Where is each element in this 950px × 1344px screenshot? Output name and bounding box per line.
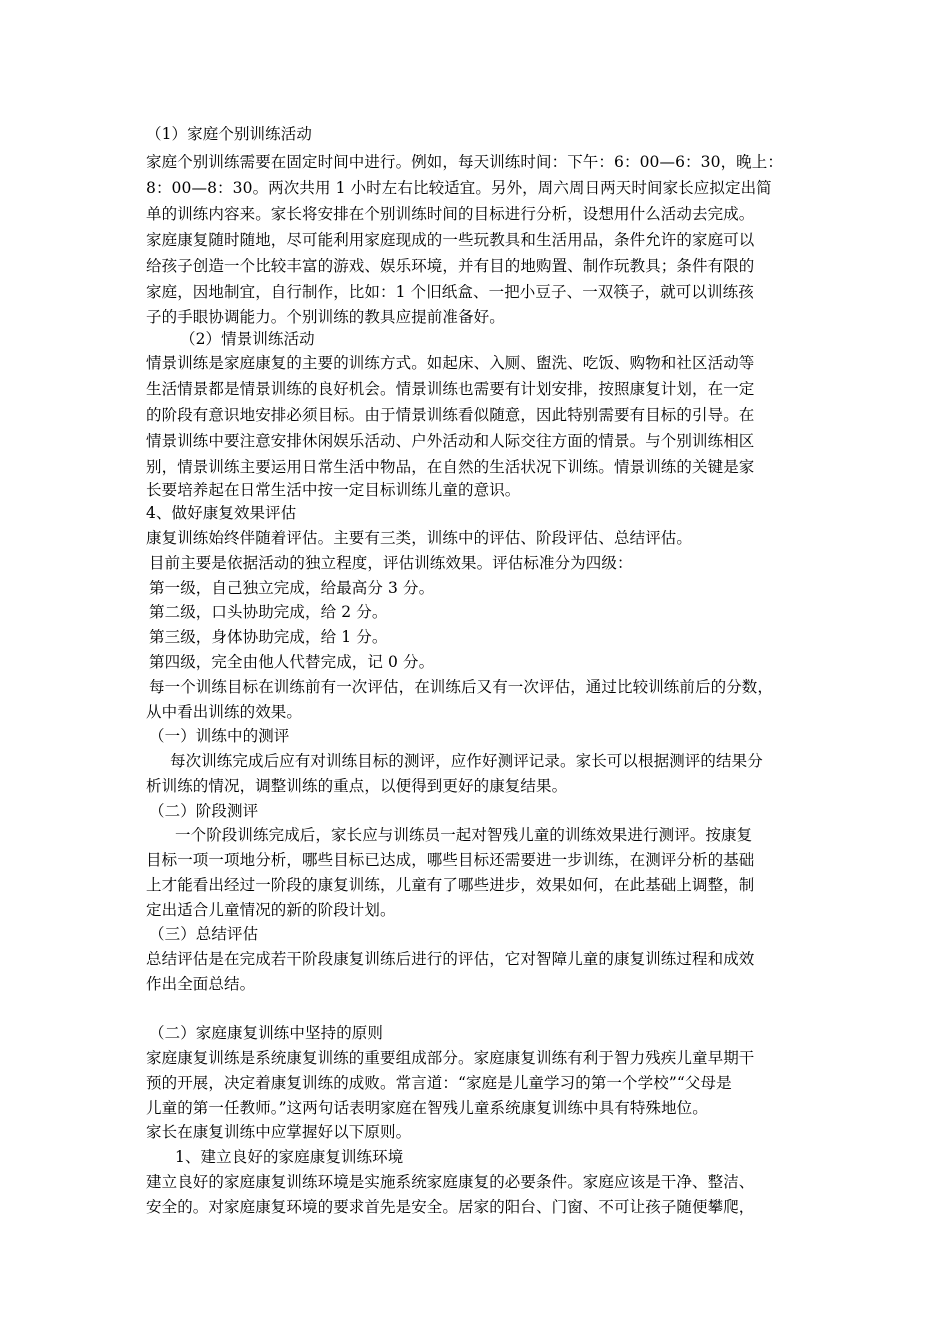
text-line: 目标一项一项地分析，哪些目标已达成，哪些目标还需要进一步训练，在测评分析的基础 — [146, 851, 755, 869]
text-line: 家长在康复训练中应掌握好以下原则。 — [146, 1123, 412, 1141]
text-line: 预的开展，决定着康复训练的成败。常言道：“家庭是儿童学习的第一个学校”“父母是 — [146, 1074, 732, 1092]
text-line: 家庭个别训练需要在固定时间中进行。例如，每天训练时间：下午：6：00—6：30，晚上： — [146, 153, 783, 171]
text-line: （一）训练中的测评 — [149, 727, 290, 745]
text-line: 4、做好康复效果评估 — [146, 504, 297, 522]
text-line: 儿童的第一任教师。”这两句话表明家庭在智残儿童系统康复训练中具有特殊地位。 — [146, 1099, 708, 1117]
text-line: 别，情景训练主要运用日常生活中物品，在自然的生活状况下训练。情景训练的关键是家 — [146, 458, 755, 476]
text-line: 家庭，因地制宜，自行制作，比如：1 个旧纸盒、一把小豆子、一双筷子，就可以训练孩 — [146, 283, 754, 301]
text-line: 作出全面总结。 — [146, 975, 256, 993]
text-line: （二）阶段测评 — [149, 802, 259, 820]
text-line: （三）总结评估 — [149, 925, 259, 943]
text-line: 生活情景都是情景训练的良好机会。情景训练也需要有计划安排，按照康复计划，在一定 — [146, 380, 755, 398]
text-line: 第四级，完全由他人代替完成，记 0 分。 — [149, 653, 435, 671]
text-line: 子的手眼协调能力。个别训练的教具应提前准备好。 — [146, 308, 505, 326]
text-line: 给孩子创造一个比较丰富的游戏、娱乐环境，并有目的地购置、制作玩教具；条件有限的 — [146, 257, 755, 275]
text-line: 情景训练中要注意安排休闲娱乐活动、户外活动和人际交往方面的情景。与个别训练相区 — [146, 432, 755, 450]
text-line: 8：00—8：30。两次共用 1 小时左右比较适宜。另外，周六周日两天时间家长应拟定出简 — [146, 179, 772, 197]
text-line: 家庭康复随时随地，尽可能利用家庭现成的一些玩教具和生活用品，条件允许的家庭可以 — [146, 231, 755, 249]
text-line: 总结评估是在完成若干阶段康复训练后进行的评估，它对智障儿童的康复训练过程和成效 — [146, 950, 755, 968]
text-line: （1）家庭个别训练活动 — [146, 125, 312, 143]
text-line: 上才能看出经过一阶段的康复训练，儿童有了哪些进步，效果如何，在此基础上调整，制 — [146, 876, 755, 894]
text-line: 第一级，自己独立完成，给最高分 3 分。 — [149, 579, 435, 597]
text-line: 一个阶段训练完成后，家长应与训练员一起对智残儿童的训练效果进行测评。按康复 — [175, 826, 753, 844]
text-line: 第二级，口头协助完成，给 2 分。 — [149, 603, 388, 621]
text-line: 的阶段有意识地安排必须目标。由于情景训练看似随意，因此特别需要有目标的引导。在 — [146, 406, 755, 424]
text-line: 安全的。对家庭康复环境的要求首先是安全。居家的阳台、门窗、不可让孩子随便攀爬， — [146, 1198, 755, 1216]
text-line: 每一个训练目标在训练前有一次评估，在训练后又有一次评估，通过比较训练前后的分数， — [149, 678, 774, 696]
text-line: （2）情景训练活动 — [180, 330, 315, 348]
text-line: 建立良好的家庭康复训练环境是实施系统家庭康复的必要条件。家庭应该是干净、整洁、 — [146, 1173, 755, 1191]
text-line: 从中看出训练的效果。 — [146, 703, 303, 721]
text-line: 第三级，身体协助完成，给 1 分。 — [149, 628, 388, 646]
text-line: （二）家庭康复训练中坚持的原则 — [149, 1024, 384, 1042]
text-line: 每次训练完成后应有对训练目标的测评，应作好测评记录。家长可以根据测评的结果分 — [170, 752, 763, 770]
text-line: 定出适合儿童情况的新的阶段计划。 — [146, 901, 396, 919]
text-line: 单的训练内容来。家长将安排在个别训练时间的目标进行分析，设想用什么活动去完成。 — [146, 205, 755, 223]
text-line: 析训练的情况，调整训练的重点，以便得到更好的康复结果。 — [146, 777, 568, 795]
text-line: 家庭康复训练是系统康复训练的重要组成部分。家庭康复训练有利于智力残疾儿童早期干 — [146, 1049, 755, 1067]
text-line: 长要培养起在日常生活中按一定目标训练儿童的意识。 — [146, 481, 521, 499]
text-line: 目前主要是依据活动的独立程度，评估训练效果。评估标准分为四级： — [149, 554, 633, 572]
text-line: 1、建立良好的家庭康复训练环境 — [175, 1148, 404, 1166]
text-line: 康复训练始终伴随着评估。主要有三类，训练中的评估、阶段评估、总结评估。 — [146, 529, 693, 547]
text-line: 情景训练是家庭康复的主要的训练方式。如起床、入厕、盥洗、吃饭、购物和社区活动等 — [146, 354, 755, 372]
